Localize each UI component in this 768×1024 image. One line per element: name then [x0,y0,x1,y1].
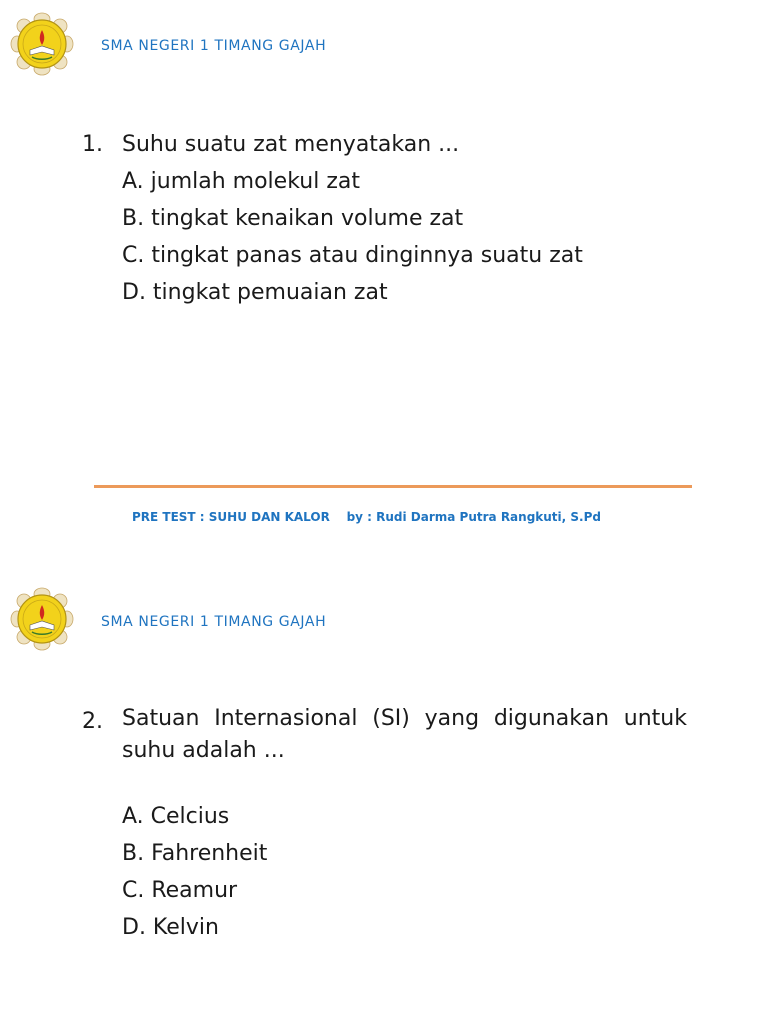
school-emblem-icon [10,12,74,76]
question-number: 2. [82,709,103,734]
slide-footer [132,510,601,524]
option-d: D. Kelvin [122,915,219,940]
school-emblem-icon [10,587,74,651]
school-name: SMA NEGERI 1 TIMANG GAJAH [101,614,327,630]
options-list [82,798,687,946]
option-b: B. tingkat kenaikan volume zat [122,206,464,231]
option-a: A. jumlah molekul zat [122,169,360,194]
option-a: A. Celcius [122,804,230,829]
slide-2 [0,575,768,1024]
question-text: Satuan Internasional (SI) yang digunakan untuk suhu adalah ... [122,706,687,763]
question-text: Suhu suatu zat menyatakan ... [122,132,460,157]
footer-divider [94,485,692,488]
question-2 [82,703,687,946]
footer-author: by : Rudi Darma Putra Rangkuti, S.Pd [346,510,601,524]
option-c: C. Reamur [122,878,238,903]
option-b: B. Fahrenheit [122,841,268,866]
question-1 [82,126,687,311]
options-list [82,163,687,311]
question-number: 1. [82,132,103,157]
school-name: SMA NEGERI 1 TIMANG GAJAH [101,38,327,54]
option-d: D. tingkat pemuaian zat [122,280,388,305]
option-c: C. tingkat panas atau dinginnya suatu zat [122,243,583,268]
footer-title: PRE TEST : SUHU DAN KALOR [132,510,330,524]
